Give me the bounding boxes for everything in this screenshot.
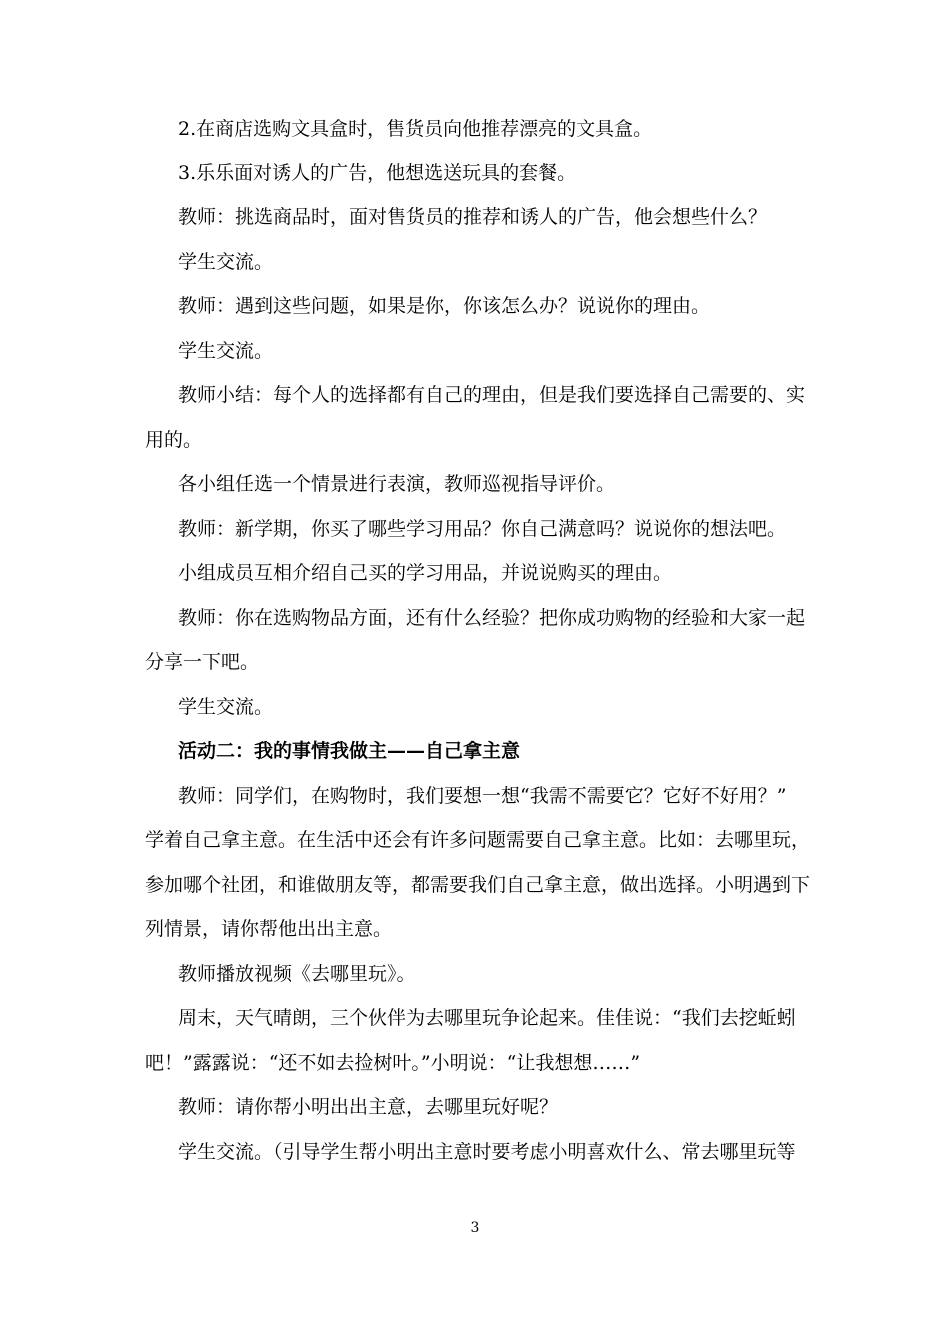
text-line: 教师：你在选购物品方面，还有什么经验？把你成功购物的经验和大家一起 bbox=[178, 607, 806, 629]
text-line: 教师播放视频《去哪里玩》。 bbox=[178, 963, 416, 985]
text-line: 学着自己拿主意。在生活中还会有许多问题需要自己拿主意。比如：去哪里玩， bbox=[145, 829, 811, 851]
text-line: 参加哪个社团，和谁做朋友等，都需要我们自己拿主意，做出选择。小明遇到下 bbox=[145, 874, 811, 896]
text-line: 学生交流。 bbox=[178, 251, 274, 273]
text-line: 分享一下吧。 bbox=[145, 651, 260, 673]
text-line: 学生交流。 bbox=[178, 340, 274, 362]
text-line: 教师：挑选商品时，面对售货员的推荐和诱人的广告，他会想些什么？ bbox=[178, 206, 768, 228]
text-line: 教师小结：每个人的选择都有自己的理由，但是我们要选择自己需要的、实 bbox=[178, 384, 806, 406]
section-heading: 活动二：我的事情我做主——自己拿主意 bbox=[178, 740, 521, 762]
text-line: 教师：同学们，在购物时，我们要想一想“我需不需要它？它好不好用？” bbox=[178, 785, 787, 807]
text-line: 各小组任选一个情景进行表演，教师巡视指导评价。 bbox=[178, 473, 616, 495]
text-line: 学生交流。（引导学生帮小明出主意时要考虑小明喜欢什么、常去哪里玩等 bbox=[178, 1141, 796, 1163]
text-line: 学生交流。 bbox=[178, 696, 274, 718]
text-line: 教师：请你帮小明出出主意，去哪里玩好呢？ bbox=[178, 1096, 559, 1118]
text-line: 用的。 bbox=[145, 429, 203, 451]
text-line: 教师：新学期，你买了哪些学习用品？你自己满意吗？说说你的想法吧。 bbox=[178, 518, 787, 540]
text-line: 周末，天气晴朗，三个伙伴为去哪里玩争论起来。佳佳说：“我们去挖蚯蚓 bbox=[178, 1007, 796, 1029]
text-line: 小组成员互相介绍自己买的学习用品，并说说购买的理由。 bbox=[178, 562, 673, 584]
text-line: 3.乐乐面对诱人的广告，他想选送玩具的套餐。 bbox=[178, 162, 577, 184]
page-number: 3 bbox=[470, 1220, 480, 1236]
text-line: 吧！”露露说：“还不如去捡树叶。”小明说：“让我想想……” bbox=[145, 1052, 641, 1074]
text-line: 2.在商店选购文具盒时，售货员向他推荐漂亮的文具盒。 bbox=[178, 118, 653, 140]
text-line: 教师：遇到这些问题，如果是你，你该怎么办？说说你的理由。 bbox=[178, 295, 711, 317]
text-line: 列情景，请你帮他出出主意。 bbox=[145, 918, 393, 940]
